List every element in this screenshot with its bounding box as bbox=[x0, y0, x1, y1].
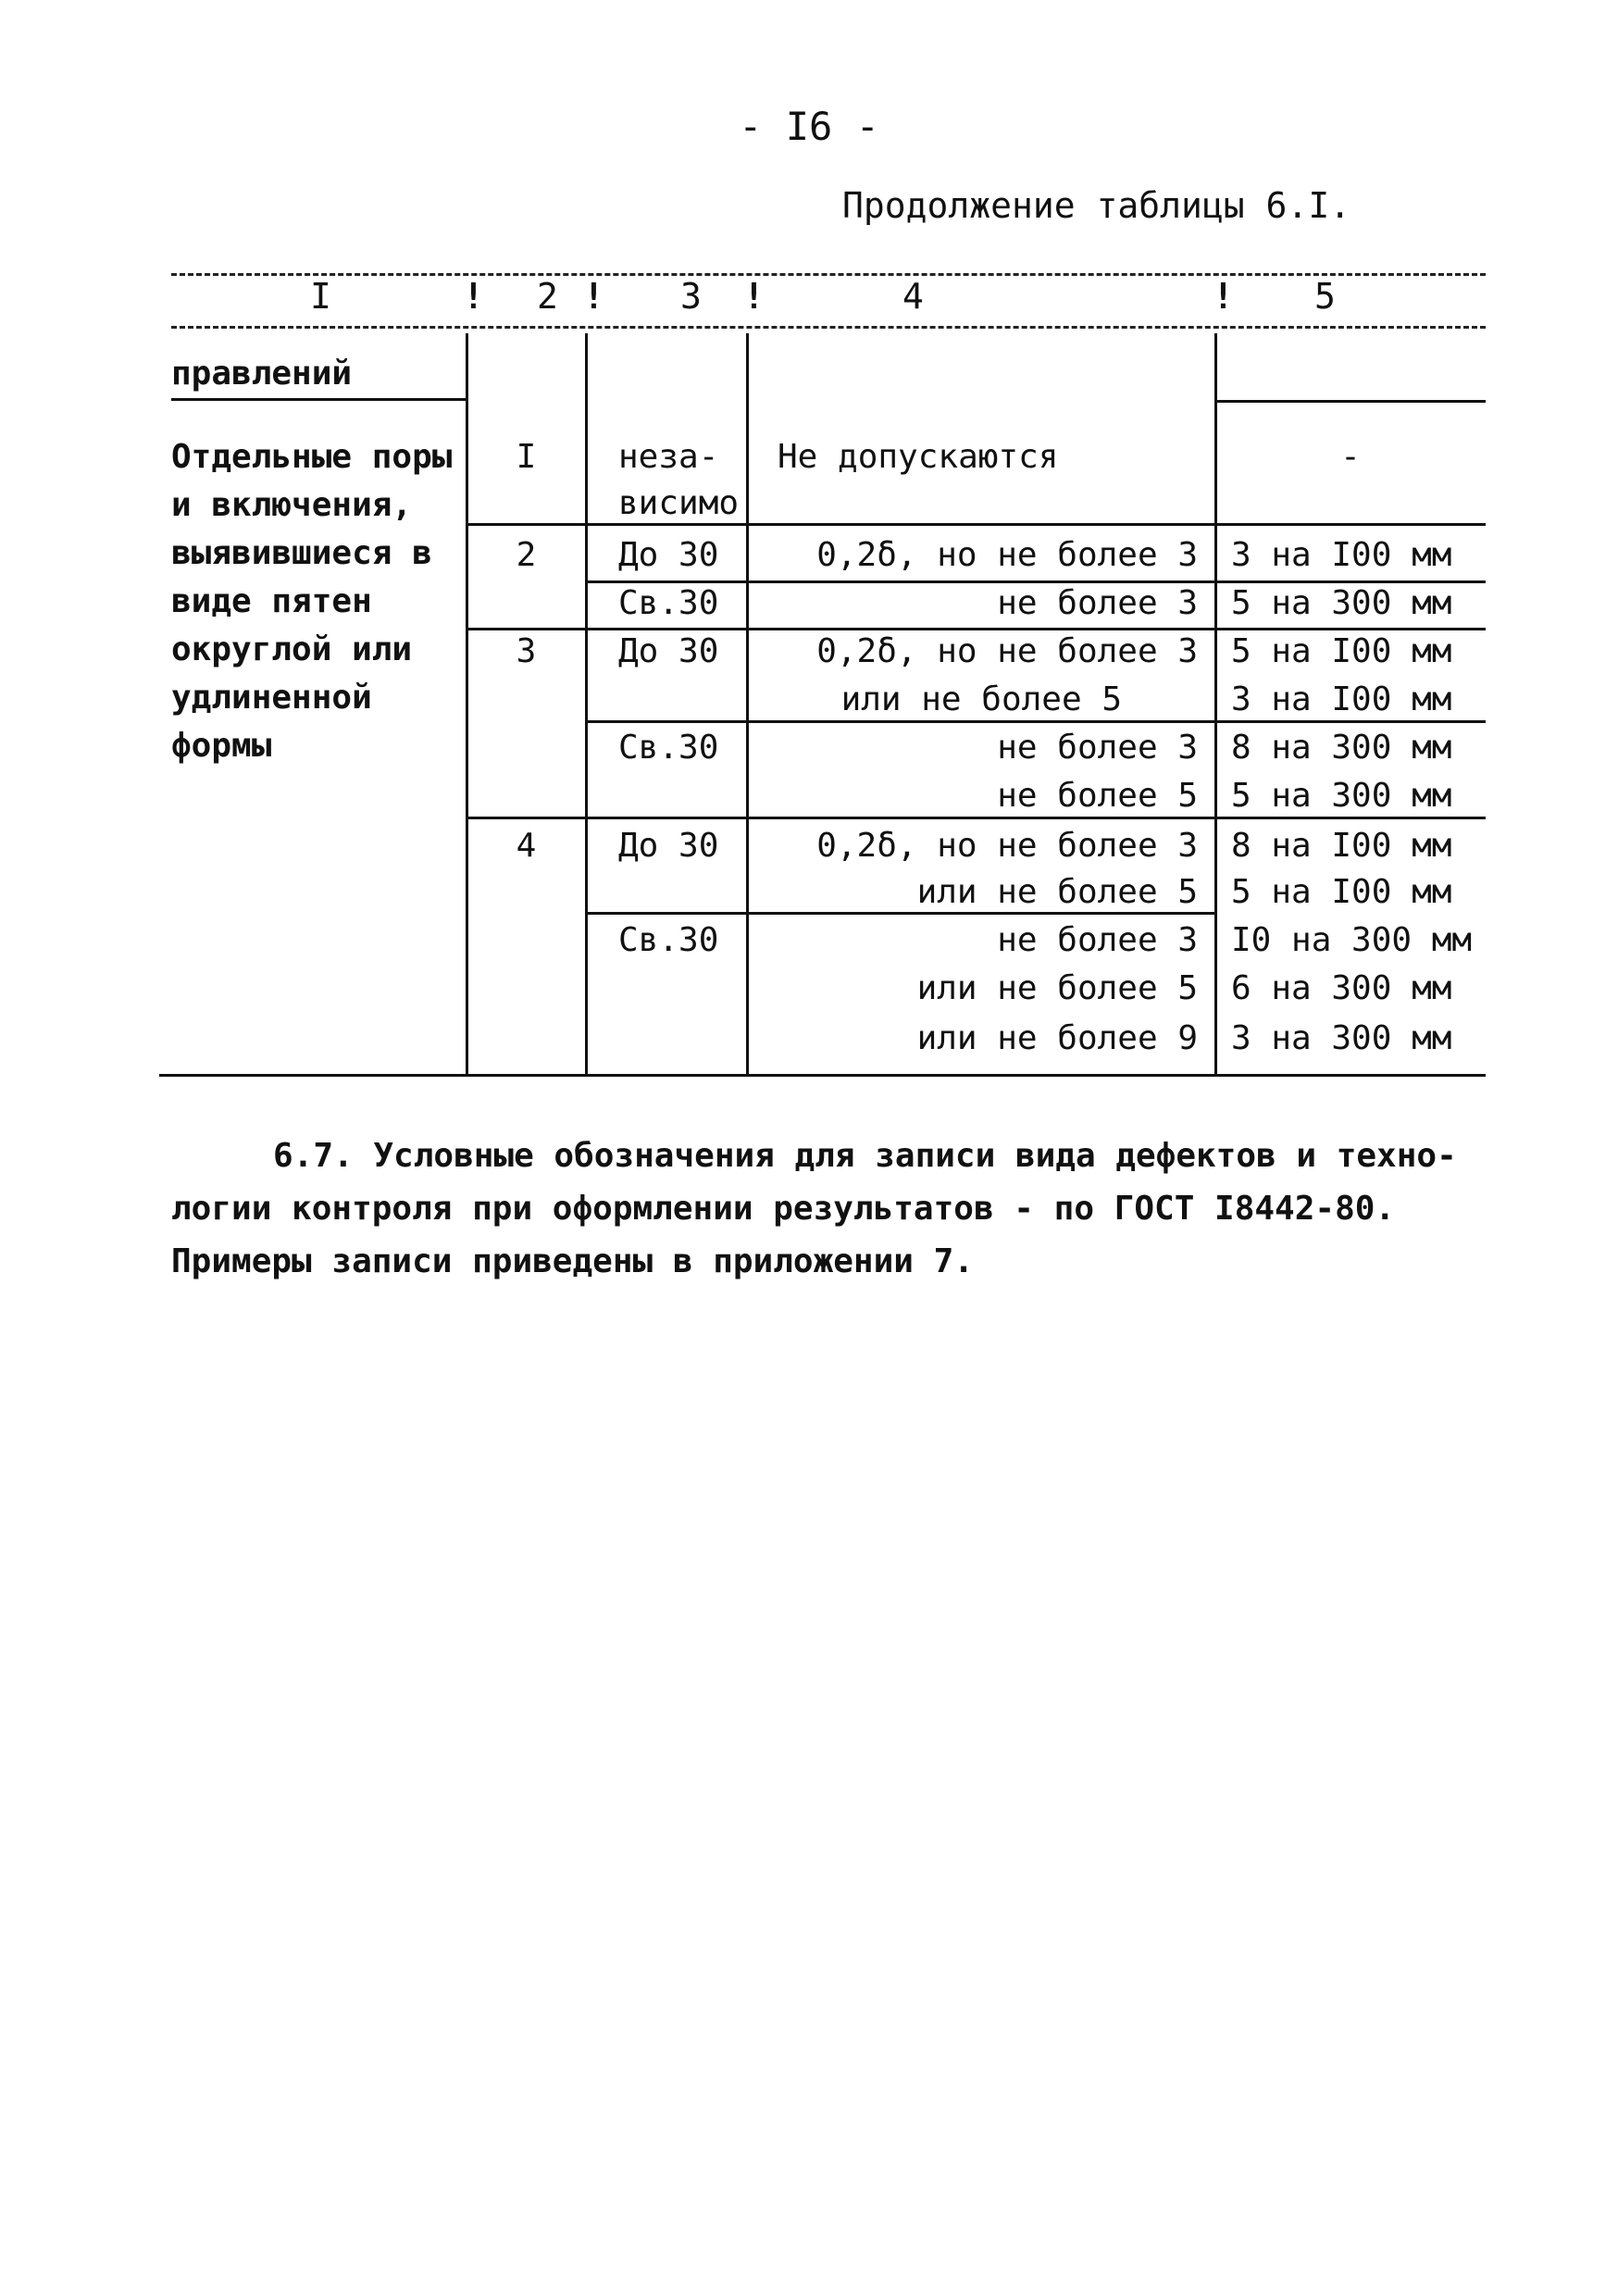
row-label-line: виде пятен bbox=[171, 582, 372, 620]
thickness-cell: До 30 bbox=[618, 536, 719, 574]
count-cell: 5 на I00 мм bbox=[1231, 632, 1452, 670]
column-separator: ! bbox=[743, 276, 765, 317]
row-label-line: формы bbox=[171, 727, 272, 765]
column-line bbox=[585, 333, 588, 1076]
norm-cell: не более 5 bbox=[997, 777, 1198, 815]
thickness-cell: висимо bbox=[618, 484, 740, 522]
norm-cell: или не более 9 bbox=[916, 1019, 1198, 1057]
column-header-1: I bbox=[310, 276, 331, 317]
norm-cell: Не допускаются bbox=[778, 438, 1059, 476]
count-cell: 6 на 300 мм bbox=[1231, 969, 1452, 1007]
row-label-line: удлиненной bbox=[171, 679, 372, 717]
norm-cell: 0,2δ, но не более 3 bbox=[816, 536, 1198, 574]
count-cell: 3 на I00 мм bbox=[1231, 680, 1452, 718]
column-header-2: 2 bbox=[537, 276, 558, 317]
count-cell: 5 на 300 мм bbox=[1231, 777, 1452, 815]
row-rule bbox=[171, 398, 466, 401]
column-header-5: 5 bbox=[1314, 276, 1336, 317]
column-header-4: 4 bbox=[902, 276, 924, 317]
count-cell: I0 на 300 мм bbox=[1231, 921, 1473, 959]
paragraph-line: Примеры записи приведены в приложении 7. bbox=[171, 1242, 974, 1280]
count-cell: 8 на 300 мм bbox=[1231, 729, 1452, 767]
column-separator: ! bbox=[1213, 276, 1234, 317]
class-cell: 2 bbox=[516, 536, 537, 574]
table-caption: Продолжение таблицы 6.I. bbox=[842, 185, 1351, 226]
row-rule bbox=[1214, 400, 1486, 403]
header-bottom-rule bbox=[171, 326, 1486, 329]
thickness-cell: Св.30 bbox=[618, 921, 719, 959]
norm-cell: не более 3 bbox=[997, 584, 1198, 622]
norm-cell: или не более 5 bbox=[916, 969, 1198, 1007]
thickness-cell: Св.30 bbox=[618, 729, 719, 767]
column-header-3: 3 bbox=[680, 276, 702, 317]
norm-cell: 0,2δ, но не более 3 bbox=[816, 827, 1198, 865]
count-cell: 3 на I00 мм bbox=[1231, 536, 1452, 574]
thickness-cell: неза- bbox=[618, 438, 719, 476]
count-cell: 5 на I00 мм bbox=[1231, 873, 1452, 911]
class-cell: I bbox=[516, 438, 537, 476]
column-separator: ! bbox=[583, 276, 604, 317]
row-label-line: выявившиеся в bbox=[171, 534, 432, 572]
class-cell: 3 bbox=[516, 632, 537, 670]
table-bottom-rule bbox=[159, 1074, 1486, 1077]
paragraph-line: логии контроля при оформлении результатов - по ГОСТ I8442-80. bbox=[171, 1190, 1396, 1228]
norm-cell: не более 3 bbox=[997, 921, 1198, 959]
count-cell: 5 на 300 мм bbox=[1231, 584, 1452, 622]
count-cell: 3 на 300 мм bbox=[1231, 1019, 1452, 1057]
norm-cell: или не более 5 bbox=[840, 680, 1122, 718]
norm-cell: или не более 5 bbox=[916, 873, 1198, 911]
thickness-cell: До 30 bbox=[618, 827, 719, 865]
carryover-label: правлений bbox=[171, 355, 353, 393]
thickness-cell: Св.30 bbox=[618, 584, 719, 622]
row-label-line: и включения, bbox=[171, 486, 413, 524]
column-line bbox=[746, 333, 749, 1076]
class-cell: 4 bbox=[516, 827, 537, 865]
row-label-line: округлой или bbox=[171, 630, 413, 668]
section-paragraph bbox=[171, 1129, 1486, 1288]
paragraph-line: 6.7. Условные обозначения для записи вида дефектов и техно- bbox=[273, 1137, 1457, 1175]
count-cell: 8 на I00 мм bbox=[1231, 827, 1452, 865]
header-top-rule bbox=[171, 273, 1486, 276]
norm-cell: 0,2δ, но не более 3 bbox=[816, 632, 1198, 670]
thickness-cell: До 30 bbox=[618, 632, 719, 670]
count-cell: - bbox=[1340, 438, 1361, 476]
column-separator: ! bbox=[463, 276, 484, 317]
page-number: - I6 - bbox=[739, 104, 879, 149]
norm-cell: не более 3 bbox=[997, 729, 1198, 767]
row-label-line: Отдельные поры bbox=[171, 438, 453, 476]
